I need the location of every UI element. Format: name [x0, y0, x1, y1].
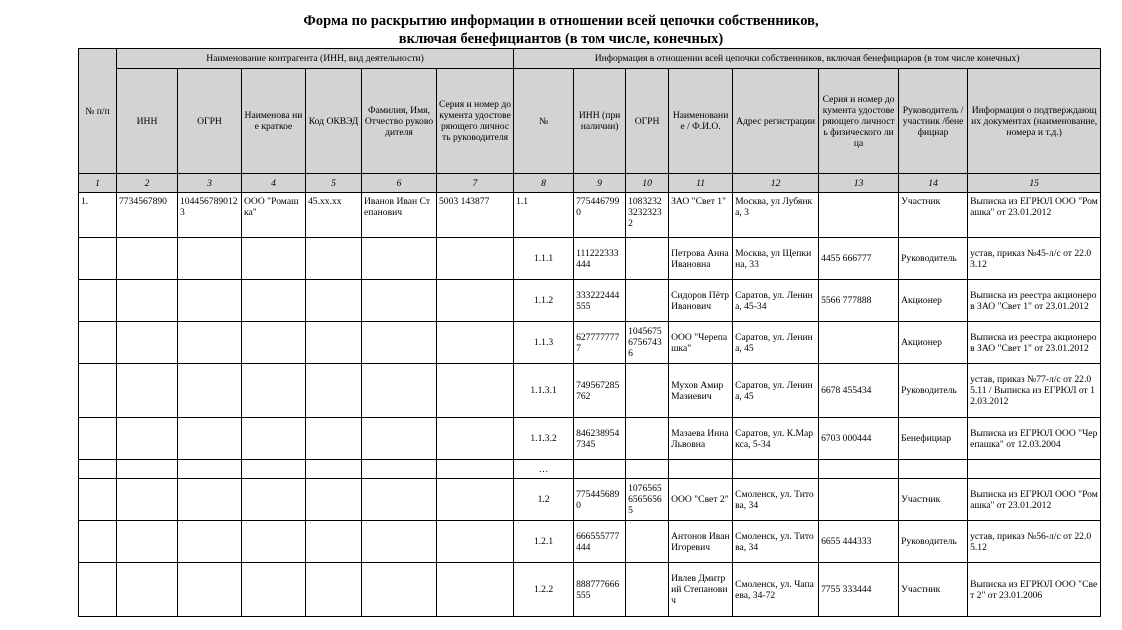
empty-counterparty-cell: [117, 280, 178, 322]
table-row: [79, 460, 1101, 479]
director-document-cell: 5003 143877: [437, 193, 514, 238]
column-number: 4: [242, 174, 306, 193]
empty-counterparty-cell: [242, 280, 306, 322]
empty-counterparty-cell: [242, 418, 306, 460]
empty-counterparty-cell: [242, 322, 306, 364]
column-number: 13: [819, 174, 899, 193]
column-number: 8: [514, 174, 574, 193]
table-row: [79, 193, 1101, 238]
role-cell: [899, 460, 968, 479]
role-cell: Акционер: [899, 322, 968, 364]
role-cell: Акционер: [899, 280, 968, 322]
header-chain-name: Наименование / Ф.И.О.: [669, 69, 733, 174]
table-row: [79, 521, 1101, 563]
header-role: Руководитель /участник /бенефициар: [899, 69, 968, 174]
column-number: 6: [362, 174, 437, 193]
table-row: [79, 479, 1101, 521]
empty-counterparty-cell: [437, 322, 514, 364]
role-cell: Бенефициар: [899, 418, 968, 460]
empty-counterparty-cell: [117, 563, 178, 617]
header-director-document: Серия и номер документа удостоверяющего личность руководителя: [437, 69, 514, 174]
chain-inn-cell: [574, 460, 626, 479]
column-number: 14: [899, 174, 968, 193]
empty-counterparty-cell: [437, 364, 514, 418]
empty-counterparty-cell: [306, 280, 362, 322]
chain-ogrn-cell: [626, 418, 669, 460]
documents-cell: [968, 460, 1101, 479]
empty-counterparty-cell: [178, 280, 242, 322]
empty-counterparty-cell: [117, 521, 178, 563]
empty-counterparty-cell: [79, 418, 117, 460]
empty-counterparty-cell: [306, 563, 362, 617]
chain-number-cell: 1.1: [514, 193, 574, 238]
table-row: [79, 280, 1101, 322]
table-row: [79, 418, 1101, 460]
chain-inn-cell: 7754467990: [574, 193, 626, 238]
chain-inn-cell: 111222333444: [574, 238, 626, 280]
person-document-cell: [819, 193, 899, 238]
chain-ogrn-cell: [626, 521, 669, 563]
header-registration-address: Адрес регистрации: [733, 69, 819, 174]
chain-inn-cell: 888777666555: [574, 563, 626, 617]
chain-rows: [79, 238, 1101, 617]
empty-counterparty-cell: [437, 418, 514, 460]
address-cell: Смоленск, ул. Чапаева, 34-72: [733, 563, 819, 617]
role-cell: Руководитель: [899, 364, 968, 418]
address-cell: Саратов, ул. Ленина, 45: [733, 322, 819, 364]
column-number: 11: [669, 174, 733, 193]
header-chain-inn: ИНН (при наличии): [574, 69, 626, 174]
chain-name-cell: Мухов Амир Мазиевич: [669, 364, 733, 418]
column-number: 12: [733, 174, 819, 193]
role-cell: Участник: [899, 193, 968, 238]
empty-counterparty-cell: [117, 460, 178, 479]
empty-counterparty-cell: [242, 521, 306, 563]
empty-counterparty-cell: [117, 479, 178, 521]
address-cell: Саратов, ул. Ленина, 45: [733, 364, 819, 418]
empty-counterparty-cell: [79, 521, 117, 563]
chain-number-cell: 1.2: [514, 479, 574, 521]
chain-number-cell: 1.1.3.1: [514, 364, 574, 418]
person-document-cell: [819, 322, 899, 364]
empty-counterparty-cell: [79, 364, 117, 418]
documents-cell: устав, приказ №45-л/с от 22.03.12: [968, 238, 1101, 280]
chain-number-cell: 1.1.1: [514, 238, 574, 280]
table-row: [79, 238, 1101, 280]
column-number: 9: [574, 174, 626, 193]
empty-counterparty-cell: [437, 521, 514, 563]
empty-counterparty-cell: [178, 364, 242, 418]
empty-counterparty-cell: [178, 479, 242, 521]
chain-ogrn-cell: 104567567567436: [626, 322, 669, 364]
empty-counterparty-cell: [242, 364, 306, 418]
empty-counterparty-cell: [362, 563, 437, 617]
empty-counterparty-cell: [306, 418, 362, 460]
chain-name-cell: Мазаева Инна Львовна: [669, 418, 733, 460]
chain-number-cell: 1.2.2: [514, 563, 574, 617]
table-row: [79, 364, 1101, 418]
form-title-line-2: включая бенефициантов (в том числе, конечных): [398, 31, 724, 47]
chain-name-cell: [669, 460, 733, 479]
empty-counterparty-cell: [306, 521, 362, 563]
chain-inn-cell: 333222444555: [574, 280, 626, 322]
header-group-counterparty: Наименование контрагента (ИНН, вид деятельности): [117, 49, 514, 69]
chain-name-cell: Петрова Анна Ивановна: [669, 238, 733, 280]
documents-cell: Выписка из ЕГРЮЛ ООО "Свет 2" от 23.01.2006: [968, 563, 1101, 617]
header-supporting-documents: Информация о подтверждающих документах (наименование, номера и т.д.): [968, 69, 1101, 174]
empty-counterparty-cell: [437, 460, 514, 479]
chain-name-cell: Сидоров Пётр Иванович: [669, 280, 733, 322]
header-group-row: [79, 49, 1101, 69]
empty-counterparty-cell: [362, 364, 437, 418]
chain-number-cell: 1.1.2: [514, 280, 574, 322]
chain-inn-cell: 666555777444: [574, 521, 626, 563]
okved-cell: 45.xx.xx: [306, 193, 362, 238]
empty-counterparty-cell: [306, 460, 362, 479]
documents-cell: Выписка из реестра акционеров ЗАО "Свет 1" от 23.01.2012: [968, 322, 1101, 364]
header-inn: ИНН: [117, 69, 178, 174]
person-document-cell: 7755 333444: [819, 563, 899, 617]
header-okved-code: Код ОКВЭД: [306, 69, 362, 174]
empty-counterparty-cell: [362, 322, 437, 364]
empty-counterparty-cell: [178, 460, 242, 479]
empty-counterparty-cell: [79, 238, 117, 280]
chain-name-cell: ООО "Черепашка": [669, 322, 733, 364]
empty-counterparty-cell: [117, 238, 178, 280]
empty-counterparty-cell: [178, 418, 242, 460]
empty-counterparty-cell: [306, 238, 362, 280]
empty-counterparty-cell: [178, 563, 242, 617]
table-row: [79, 563, 1101, 617]
chain-ogrn-cell: [626, 460, 669, 479]
chain-name-cell: ООО "Свет 2": [669, 479, 733, 521]
empty-counterparty-cell: [437, 563, 514, 617]
empty-counterparty-cell: [437, 479, 514, 521]
empty-counterparty-cell: [306, 479, 362, 521]
documents-cell: устав, приказ №56-л/с от 22.05.12: [968, 521, 1101, 563]
address-cell: Смоленск, ул. Титова, 34: [733, 479, 819, 521]
header-director-name: Фамилия, Имя, Отчество руководителя: [362, 69, 437, 174]
empty-counterparty-cell: [79, 280, 117, 322]
column-numbers-row: [79, 174, 1101, 193]
empty-counterparty-cell: [79, 563, 117, 617]
empty-counterparty-cell: [242, 238, 306, 280]
person-document-cell: 4455 666777: [819, 238, 899, 280]
documents-cell: Выписка из ЕГРЮЛ ООО "Ромашка" от 23.01.2012: [968, 479, 1101, 521]
chain-ogrn-cell: [626, 563, 669, 617]
column-number: 7: [437, 174, 514, 193]
role-cell: Участник: [899, 479, 968, 521]
column-number: 10: [626, 174, 669, 193]
role-cell: Руководитель: [899, 238, 968, 280]
empty-counterparty-cell: [437, 238, 514, 280]
empty-counterparty-cell: [362, 280, 437, 322]
person-document-cell: 6703 000444: [819, 418, 899, 460]
empty-counterparty-cell: [178, 521, 242, 563]
header-person-document: Серия и номер документа удостоверяющего личность физического лица: [819, 69, 899, 174]
empty-counterparty-cell: [242, 563, 306, 617]
chain-inn-cell: 749567285762: [574, 364, 626, 418]
chain-number-cell: 1.2.1: [514, 521, 574, 563]
column-number: 15: [968, 174, 1101, 193]
ownership-chain-table: [78, 48, 1101, 617]
role-cell: Участник: [899, 563, 968, 617]
chain-number-cell: …: [514, 460, 574, 479]
empty-counterparty-cell: [117, 322, 178, 364]
chain-name-cell: ЗАО "Свет 1": [669, 193, 733, 238]
address-cell: Саратов, ул. Ленина, 45-34: [733, 280, 819, 322]
chain-inn-cell: 7754456890: [574, 479, 626, 521]
address-cell: Москва, ул Щепкина, 33: [733, 238, 819, 280]
empty-counterparty-cell: [437, 280, 514, 322]
table-row: [79, 322, 1101, 364]
person-document-cell: 6655 444333: [819, 521, 899, 563]
address-cell: Саратов, ул. К.Маркса, 5-34: [733, 418, 819, 460]
empty-counterparty-cell: [79, 479, 117, 521]
empty-counterparty-cell: [242, 460, 306, 479]
address-cell: Смоленск, ул. Титова, 34: [733, 521, 819, 563]
empty-counterparty-cell: [79, 460, 117, 479]
row-number-cell: 1.: [79, 193, 117, 238]
column-number: 2: [117, 174, 178, 193]
column-number: 3: [178, 174, 242, 193]
header-row-number: № п/п: [79, 49, 117, 174]
form-title-line-1: Форма по раскрытию информации в отношении всей цепочки собственников,: [303, 13, 819, 29]
ogrn-cell: 1044567890123: [178, 193, 242, 238]
empty-counterparty-cell: [362, 418, 437, 460]
address-cell: [733, 460, 819, 479]
person-document-cell: [819, 479, 899, 521]
header-ogrn: ОГРН: [178, 69, 242, 174]
chain-ogrn-cell: [626, 280, 669, 322]
empty-counterparty-cell: [362, 460, 437, 479]
chain-number-cell: 1.1.3.2: [514, 418, 574, 460]
empty-counterparty-cell: [178, 322, 242, 364]
person-document-cell: 6678 455434: [819, 364, 899, 418]
chain-number-cell: 1.1.3: [514, 322, 574, 364]
chain-inn-cell: 6277777777: [574, 322, 626, 364]
director-name-cell: Иванов Иван Степанович: [362, 193, 437, 238]
empty-counterparty-cell: [306, 322, 362, 364]
header-columns-row: [79, 69, 1101, 174]
documents-cell: Выписка из ЕГРЮЛ ООО "Черепашка" от 12.03.2004: [968, 418, 1101, 460]
inn-cell: 7734567890: [117, 193, 178, 238]
documents-cell: Выписка из ЕГРЮЛ ООО "Ромашка" от 23.01.2012: [968, 193, 1101, 238]
chain-ogrn-cell: 107656565656565: [626, 479, 669, 521]
empty-counterparty-cell: [362, 479, 437, 521]
column-number: 5: [306, 174, 362, 193]
empty-counterparty-cell: [306, 364, 362, 418]
documents-cell: устав, приказ №77-л/с от 22.05.11 / Выписка из ЕГРЮЛ от 12.03.2012: [968, 364, 1101, 418]
empty-counterparty-cell: [79, 322, 117, 364]
chain-ogrn-cell: [626, 238, 669, 280]
chain-name-cell: Ивлев Дмитрий Степанович: [669, 563, 733, 617]
address-cell: Москва, ул Лубянка, 3: [733, 193, 819, 238]
empty-counterparty-cell: [178, 238, 242, 280]
chain-ogrn-cell: [626, 364, 669, 418]
column-number: 1: [79, 174, 117, 193]
empty-counterparty-cell: [242, 479, 306, 521]
short-name-cell: ООО "Ромашка": [242, 193, 306, 238]
person-document-cell: 5566 777888: [819, 280, 899, 322]
empty-counterparty-cell: [362, 238, 437, 280]
header-chain-ogrn: ОГРН: [626, 69, 669, 174]
chain-inn-cell: 8462389547345: [574, 418, 626, 460]
header-chain-number: №: [514, 69, 574, 174]
header-group-ownership-chain: Информация в отношении всей цепочки собственников, включая бенефициаров (в том числе конечных): [514, 49, 1101, 69]
chain-name-cell: Антонов Иван Игоревич: [669, 521, 733, 563]
empty-counterparty-cell: [362, 521, 437, 563]
person-document-cell: [819, 460, 899, 479]
header-short-name: Наименова ние краткое: [242, 69, 306, 174]
documents-cell: Выписка из реестра акционеров ЗАО "Свет 1" от 23.01.2012: [968, 280, 1101, 322]
empty-counterparty-cell: [117, 364, 178, 418]
chain-ogrn-cell: 108323232323232: [626, 193, 669, 238]
role-cell: Руководитель: [899, 521, 968, 563]
empty-counterparty-cell: [117, 418, 178, 460]
